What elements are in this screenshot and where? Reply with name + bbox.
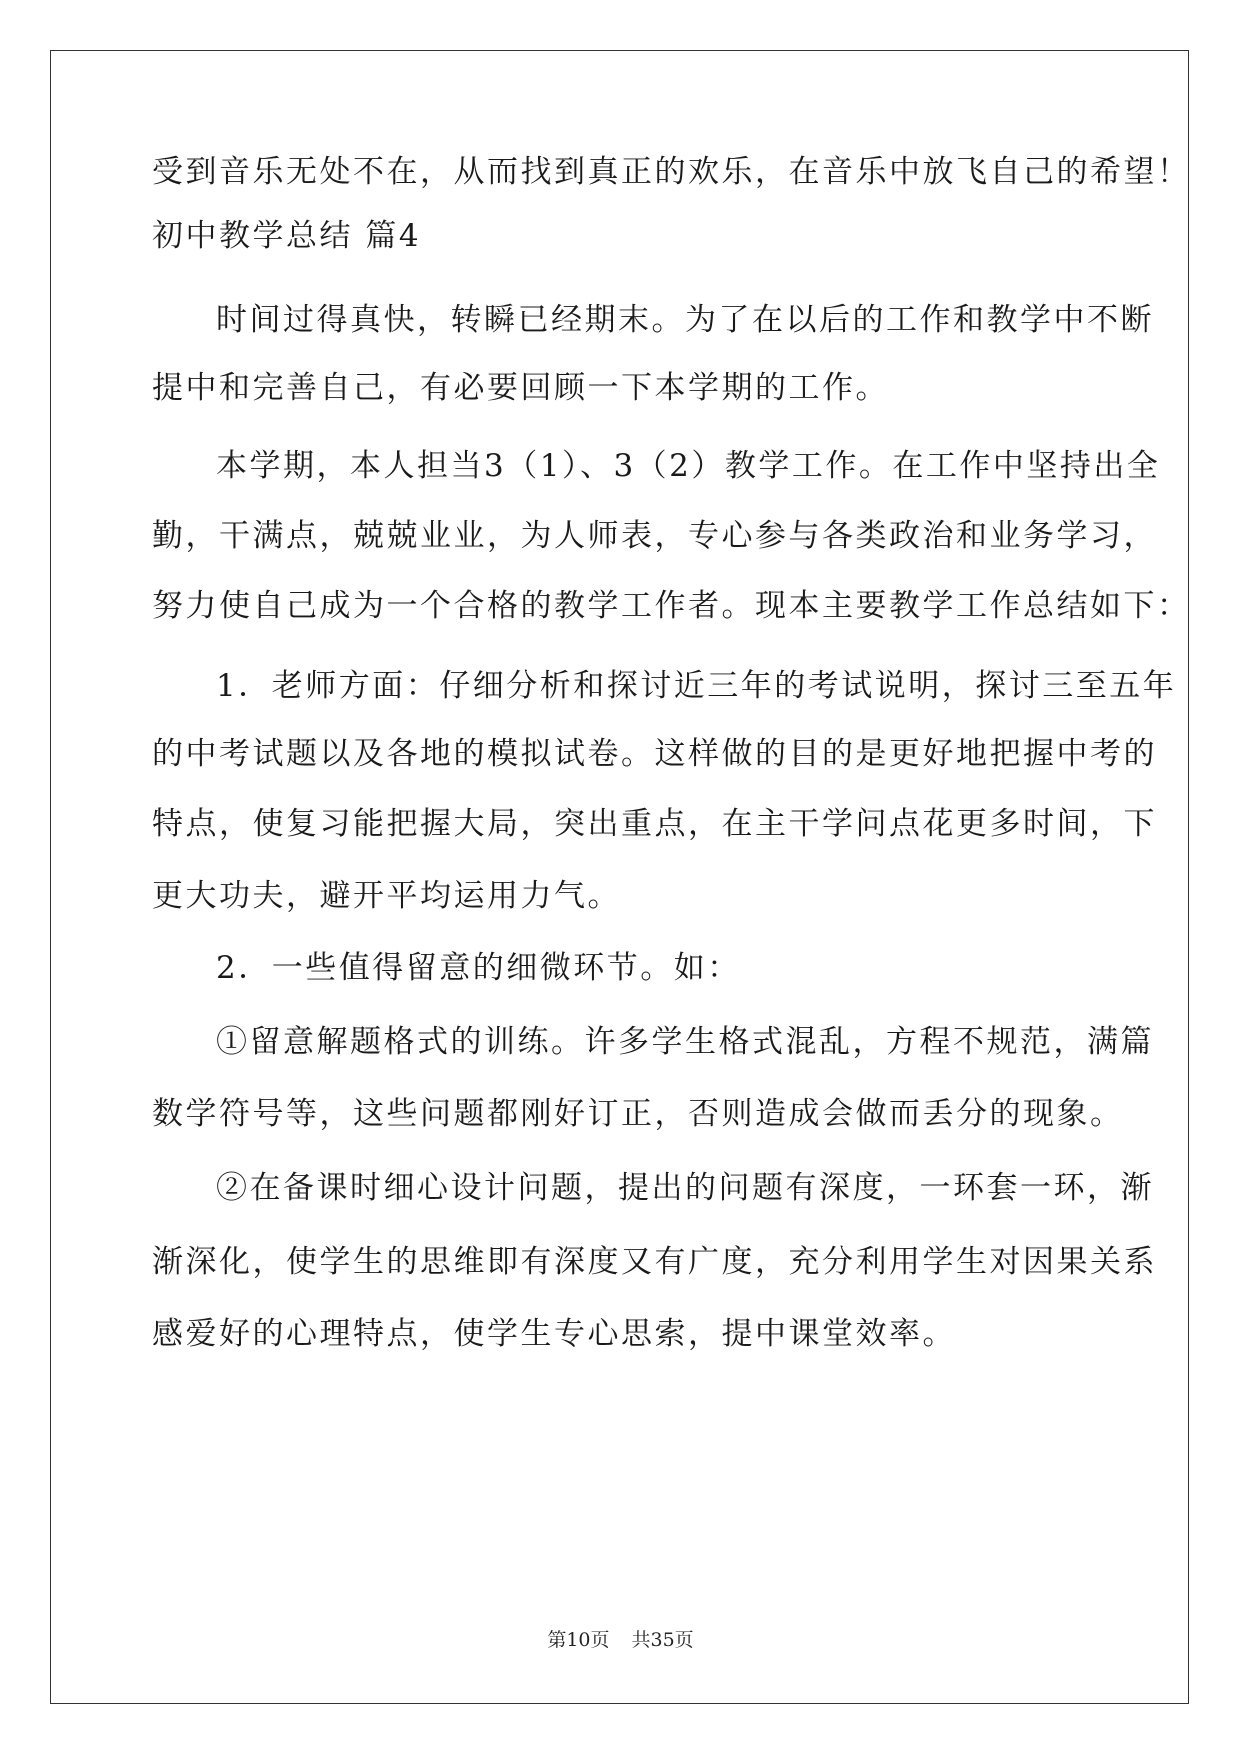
body-line-7: 努力使自己成为一个合格的教学工作者。现本主要教学工作总结如下：	[152, 588, 1191, 624]
total-pages: 共35页	[631, 1629, 694, 1651]
body-line-10: 特点，使复习能把握大局，突出重点，在主干学问点花更多时间，下	[152, 806, 1157, 842]
body-line-6: 勤，干满点，兢兢业业，为人师表，专心参与各类政治和业务学习，	[152, 518, 1157, 554]
body-line-13: ①留意解题格式的训练。许多学生格式混乱，方程不规范，满篇	[216, 1024, 1154, 1060]
body-line-16: 渐深化，使学生的思维即有深度又有广度，充分利用学生对因果关系	[152, 1244, 1157, 1280]
body-line-11: 更大功夫，避开平均运用力气。	[152, 878, 621, 914]
body-line-1: 受到音乐无处不在，从而找到真正的欢乐，在音乐中放飞自己的希望！	[152, 154, 1191, 190]
body-line-8: 1．老师方面：仔细分析和探讨近三年的考试说明，探讨三至五年	[216, 668, 1177, 704]
page-footer	[0, 1628, 1241, 1652]
body-line-15: ②在备课时细心设计问题，提出的问题有深度，一环套一环，渐	[216, 1170, 1154, 1206]
body-line-14: 数学符号等，这些问题都刚好订正，否则造成会做而丢分的现象。	[152, 1096, 1124, 1132]
page-number: 第10页	[547, 1629, 610, 1651]
body-line-17: 感爱好的心理特点，使学生专心思索，提中课堂效率。	[152, 1316, 956, 1352]
body-line-4: 提中和完善自己，有必要回顾一下本学期的工作。	[152, 370, 889, 406]
body-line-12: 2．一些值得留意的细微环节。如：	[216, 950, 741, 986]
section-heading: 初中教学总结 篇4	[152, 218, 422, 254]
body-line-9: 的中考试题以及各地的模拟试卷。这样做的目的是更好地把握中考的	[152, 736, 1157, 772]
body-line-5: 本学期，本人担当3（1）、3（2）教学工作。在工作中坚持出全	[216, 448, 1161, 484]
body-line-3: 时间过得真快，转瞬已经期末。为了在以后的工作和教学中不断	[216, 302, 1154, 338]
